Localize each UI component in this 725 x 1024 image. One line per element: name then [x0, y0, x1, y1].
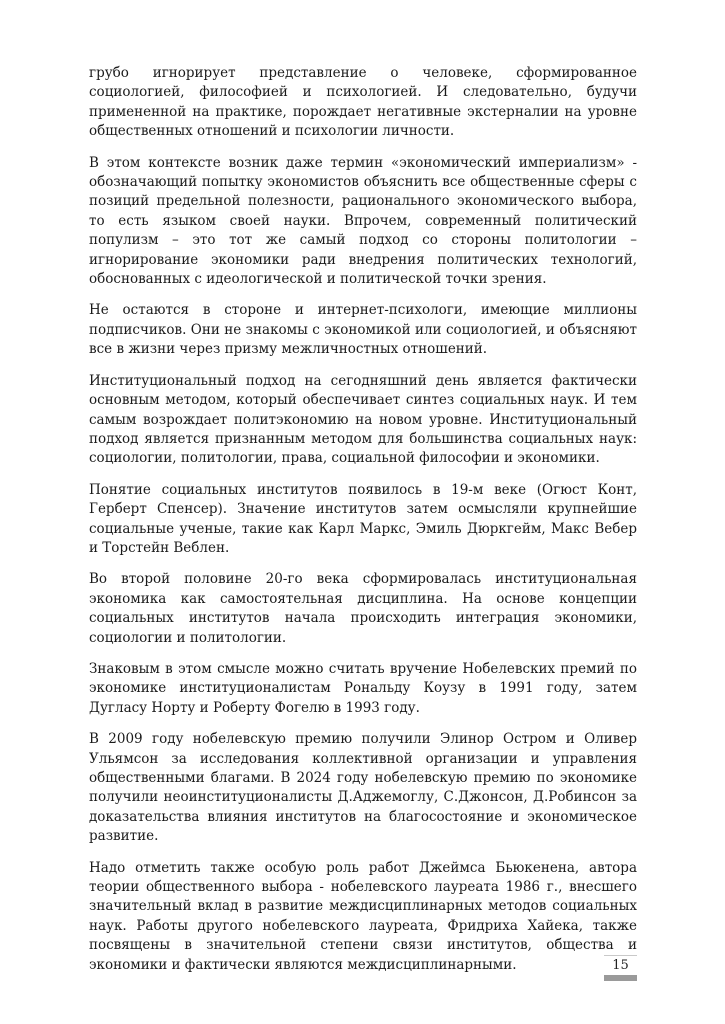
paragraph-3: Не остаются в стороне и интернет-психологи, имеющие миллионы подписчиков. Они не знакомы с экономикой или социологией, и объясняют все в жизни через призму межличностных отношений. — [89, 302, 637, 358]
page-number: 15 — [604, 955, 637, 976]
body-text — [89, 64, 637, 987]
paragraph-6: Во второй половине 20-го века сформировалась институциональная экономика как самостоятельная дисциплина. На основе концепции социальных институтов начала происходить интеграция экономики, социологии и политологии. — [89, 571, 637, 646]
paragraph-8: В 2009 году нобелевскую премию получили Элинор Остром и Оливер Ульямсон за исследования коллективной организации и управления общественными благами. В 2024 году нобелевскую премию по экономике получили неоинституционалисты Д.Аджемоглу, С.Джонсон, Д.Робинсон за доказательства влияния институтов на благосостояние и экономическое развитие. — [89, 731, 637, 845]
paragraph-1: грубо игнорирует представление о человеке, сформированное социологией, философией и психологией. И следовательно, будучи примененной на практике, порождает негативные экстерналии на уровне общественных отношений и психологии личности. — [89, 65, 637, 140]
paragraph-5: Понятие социальных институтов появилось в 19-м веке (Огюст Конт, Герберт Спенсер). Значение институтов затем осмысляли крупнейшие социальные ученые, такие как Карл Маркс, Эмиль Дюркгейм, Макс Вебер и Торстейн Веблен. — [89, 481, 637, 556]
paragraph-7: Знаковым в этом смысле можно считать вручение Нобелевских премий по экономике институционалистам Рональду Коузу в 1991 году, затем Дугласу Норту и Роберту Фогелю в 1993 году. — [89, 660, 637, 716]
paragraph-2: В этом контексте возник даже термин «экономический империализм» - обозначающий попытку экономистов объяснить все общественные сферы с позиций предельной полезности, рационального экономического выбора, то есть языком своей науки. Впрочем, современный политический популизм – это тот же самый подход со стороны политологии – игнорирование экономики ради внедрения политических технологий, обоснованных с идеологической и политической точки зрения. — [89, 154, 637, 288]
page-number-bar — [604, 975, 637, 981]
paragraph-4: Институциональный подход на сегодняшний день является фактически основным методом, который обеспечивает синтез социальных наук. И тем самым возрождает политэкономию на новом уровне. Институциональный подход является признанным методом для большинства социальных наук: социологии, политологии, права, социальной философии и экономики. — [89, 372, 637, 467]
paragraph-9: Надо отметить также особую роль работ Джеймса Бьюкенена, автора теории общественного выбора - нобелевского лауреата 1986 г., внесшего значительный вклад в развитие междисциплинарных методов социальных наук. Работы другого нобелевского лауреата, Фридриха Хайека, также посвящены в значительной степени связи институтов, общества и экономики и фактически являются междисциплинарными. — [89, 859, 637, 973]
